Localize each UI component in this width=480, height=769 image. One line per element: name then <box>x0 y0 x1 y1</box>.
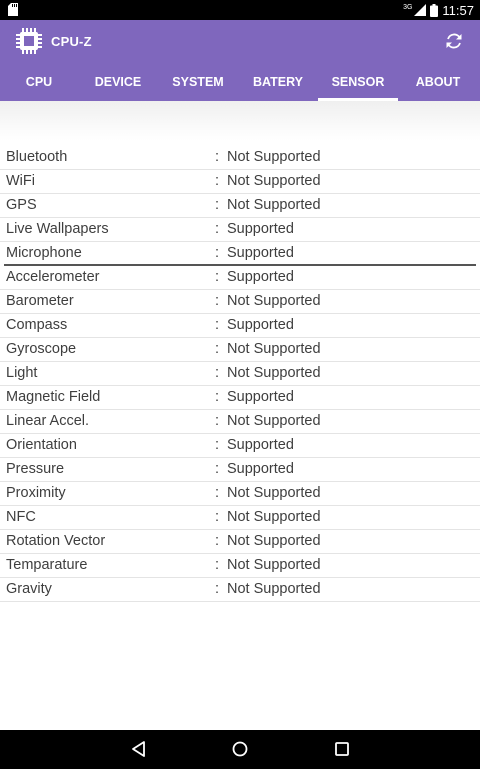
recents-icon[interactable] <box>332 739 352 759</box>
sensor-status: Not Supported <box>227 341 321 357</box>
battery-icon <box>430 4 438 17</box>
tab-cpu[interactable]: CPU <box>25 75 53 89</box>
tab-batery[interactable]: BATERY <box>253 75 303 89</box>
sensor-status: Supported <box>227 269 294 285</box>
sensor-status: Not Supported <box>227 149 321 165</box>
separator: : <box>215 341 220 357</box>
sensor-name: GPS <box>6 197 37 213</box>
separator: : <box>215 509 220 525</box>
sensor-name: Gravity <box>6 581 52 597</box>
sensor-name: Rotation Vector <box>6 533 106 549</box>
sensor-row <box>0 266 480 290</box>
chip-icon <box>14 26 44 56</box>
sensor-row <box>0 194 480 218</box>
sensor-status: Supported <box>227 245 294 261</box>
sensor-row <box>0 218 480 242</box>
sensor-name: Accelerometer <box>6 269 100 285</box>
sensor-status: Not Supported <box>227 365 321 381</box>
sensor-name: Compass <box>6 317 68 333</box>
sensor-name: Light <box>6 365 38 381</box>
sensor-name: Barometer <box>6 293 74 309</box>
sensor-status: Not Supported <box>227 533 321 549</box>
sensor-row <box>0 434 480 458</box>
separator: : <box>215 389 220 405</box>
sensor-row <box>0 290 480 314</box>
sensor-status: Not Supported <box>227 485 321 501</box>
sensor-name: Live Wallpapers <box>6 221 109 237</box>
tab-bar <box>0 61 480 101</box>
status-bar <box>0 0 480 20</box>
navigation-bar <box>0 730 480 769</box>
sensor-row <box>0 530 480 554</box>
sensor-name: Microphone <box>6 245 82 261</box>
separator: : <box>215 173 220 189</box>
signal-icon <box>414 4 426 16</box>
sensor-row <box>0 578 480 602</box>
status-icons <box>403 0 474 20</box>
app-bar <box>0 20 480 101</box>
sensor-name: Orientation <box>6 437 77 453</box>
sensor-name: NFC <box>6 509 36 525</box>
sensor-status: Not Supported <box>227 413 321 429</box>
sensor-name: Proximity <box>6 485 66 501</box>
sensor-content[interactable] <box>0 101 480 730</box>
sensor-name: Gyroscope <box>6 341 77 357</box>
sensor-status: Not Supported <box>227 581 321 597</box>
app-title: CPU-Z <box>51 34 92 49</box>
sensor-status: Supported <box>227 461 294 477</box>
refresh-icon[interactable] <box>444 31 464 51</box>
separator: : <box>215 485 220 501</box>
sensor-row <box>0 314 480 338</box>
sensor-row <box>0 362 480 386</box>
sensor-name: Pressure <box>6 461 65 477</box>
sensor-row <box>0 338 480 362</box>
sensor-status: Supported <box>227 389 294 405</box>
network-type: 3G <box>403 3 413 11</box>
separator: : <box>215 461 220 477</box>
separator: : <box>215 581 220 597</box>
sensor-status: Not Supported <box>227 557 321 573</box>
separator: : <box>215 197 220 213</box>
separator: : <box>215 221 220 237</box>
sensor-row <box>0 170 480 194</box>
sensor-table <box>0 146 480 602</box>
sensor-name: WiFi <box>6 173 35 189</box>
back-icon[interactable] <box>129 739 149 759</box>
separator: : <box>215 245 220 261</box>
sensor-status: Not Supported <box>227 197 321 213</box>
sensor-status: Not Supported <box>227 509 321 525</box>
sensor-row <box>4 242 476 266</box>
sensor-row <box>0 506 480 530</box>
tab-sensor[interactable]: SENSOR <box>331 75 385 89</box>
separator: : <box>215 533 220 549</box>
separator: : <box>215 437 220 453</box>
tab-system[interactable]: SYSTEM <box>172 75 224 89</box>
sensor-status: Supported <box>227 221 294 237</box>
separator: : <box>215 413 220 429</box>
sensor-row <box>0 146 480 170</box>
separator: : <box>215 149 220 165</box>
sensor-status: Supported <box>227 437 294 453</box>
sensor-name: Linear Accel. <box>6 413 90 429</box>
sensor-row <box>0 386 480 410</box>
separator: : <box>215 269 220 285</box>
sensor-name: Magnetic Field <box>6 389 101 405</box>
sensor-name: Bluetooth <box>6 149 68 165</box>
sensor-row <box>0 482 480 506</box>
home-icon[interactable] <box>230 739 250 759</box>
sd-card-icon <box>8 3 18 16</box>
sensor-name: Temparature <box>6 557 88 573</box>
sensor-status: Not Supported <box>227 173 321 189</box>
separator: : <box>215 365 220 381</box>
sensor-row <box>0 410 480 434</box>
sensor-status: Not Supported <box>227 293 321 309</box>
tab-about[interactable]: ABOUT <box>415 75 461 89</box>
sensor-status: Supported <box>227 317 294 333</box>
tab-device[interactable]: DEVICE <box>94 75 142 89</box>
sensor-row <box>0 554 480 578</box>
separator: : <box>215 317 220 333</box>
separator: : <box>215 557 220 573</box>
status-time: 11:57 <box>442 2 474 18</box>
separator: : <box>215 293 220 309</box>
sensor-row <box>0 458 480 482</box>
